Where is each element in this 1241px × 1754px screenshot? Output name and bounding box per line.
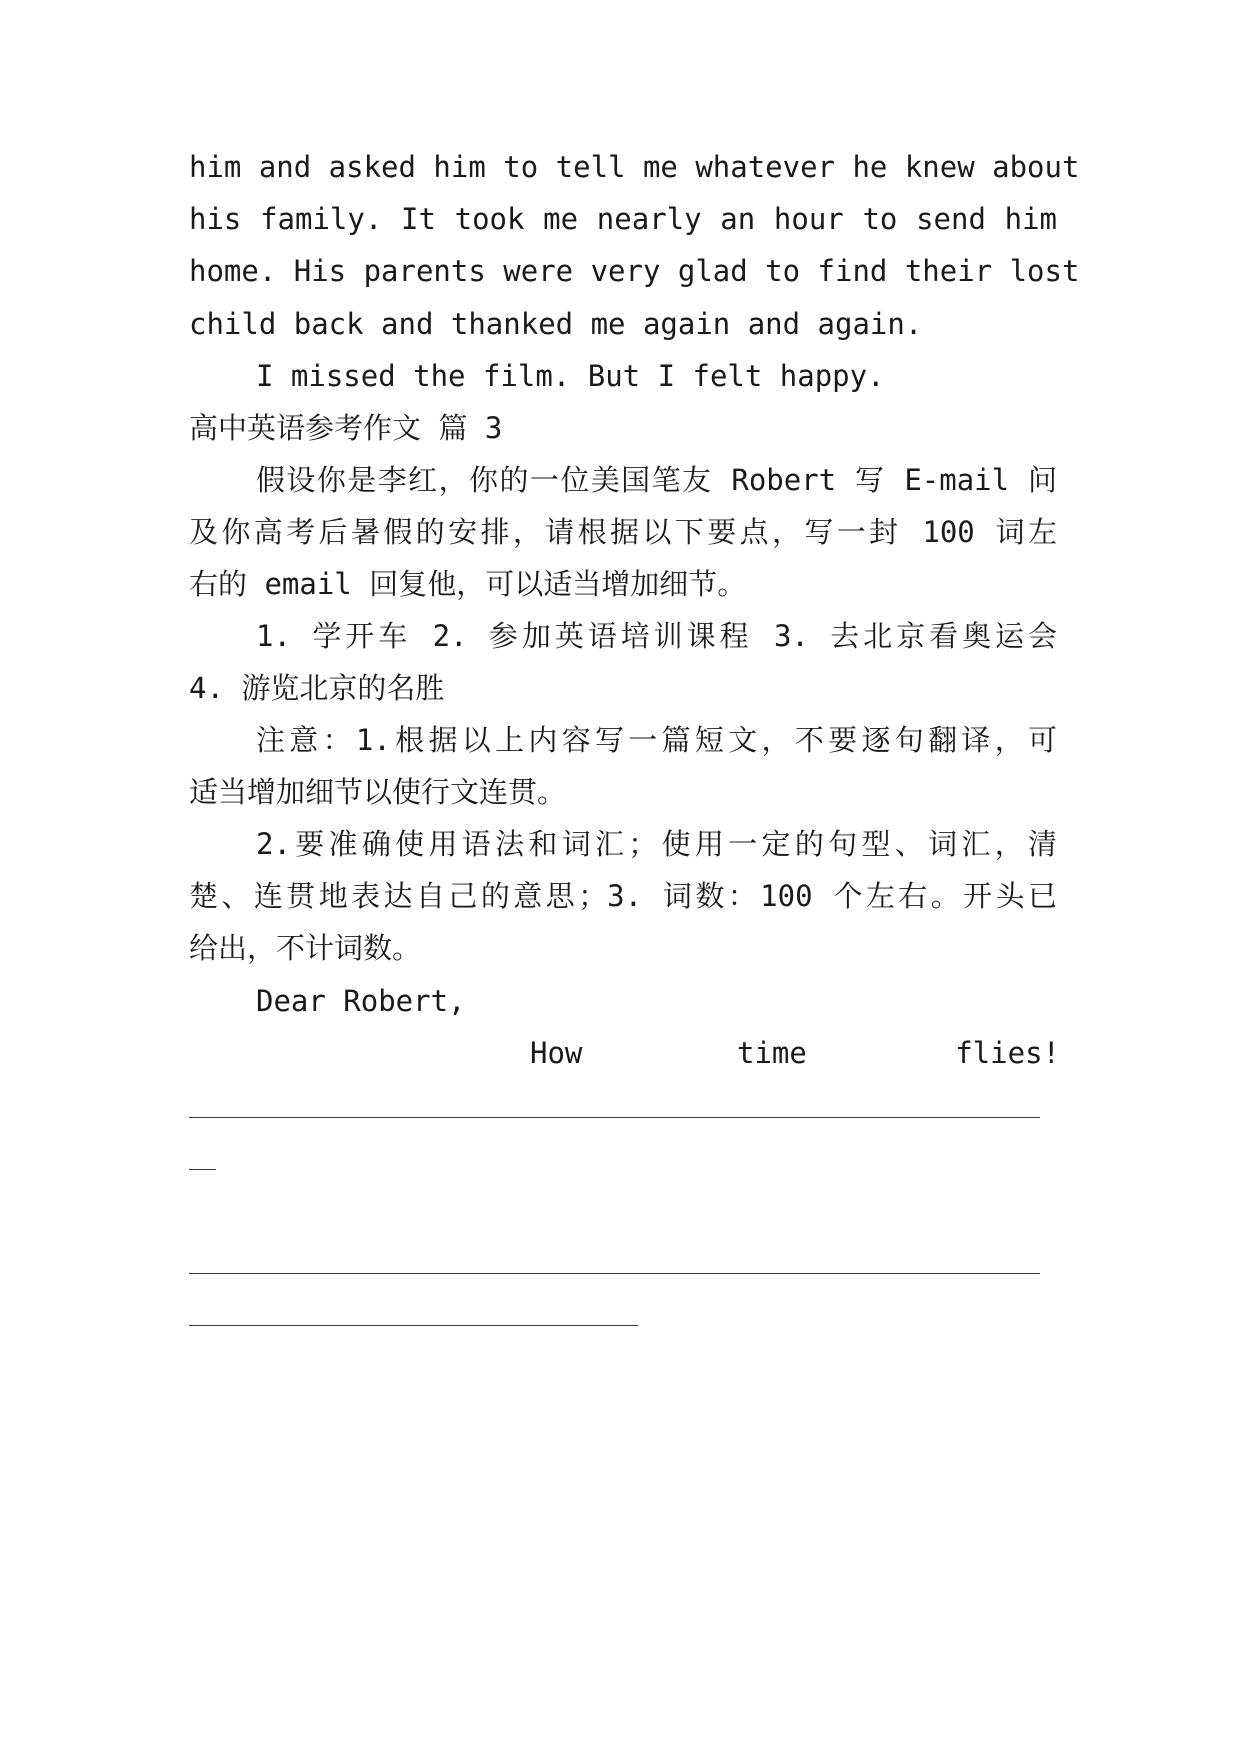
- notes-text-line: 楚、连贯地表达自己的意思；3. 词数：100 个左右。开头已: [189, 879, 1057, 913]
- opening-word: How: [530, 1036, 583, 1070]
- answer-blank-line: [189, 1273, 1040, 1274]
- answer-blank-line: [189, 1117, 1040, 1118]
- notes-text-line: 给出，不计词数。: [189, 931, 422, 965]
- body-text-line: child back and thanked me again and again.: [189, 307, 923, 341]
- section-heading: 高中英语参考作文 篇 3: [189, 411, 503, 445]
- prompt-text-line: 右的 email 回复他，可以适当增加细节。: [189, 567, 747, 601]
- opening-word: time: [737, 1036, 807, 1070]
- opening-word: flies!: [955, 1036, 1060, 1070]
- body-text-line: his family. It took me nearly an hour to send him: [189, 202, 1057, 236]
- notes-text-line: 适当增加细节以使行文连贯。: [189, 775, 567, 809]
- answer-blank-line: [189, 1169, 216, 1170]
- points-text-line: 4. 游览北京的名胜: [189, 671, 445, 705]
- letter-opening-line: [530, 1033, 1060, 1073]
- body-text-line: home. His parents were very glad to find their lost: [189, 254, 1080, 288]
- prompt-text-line: 及你高考后暑假的安排，请根据以下要点，写一封 100 词左: [189, 515, 1057, 549]
- points-text-line: 1. 学开车 2. 参加英语培训课程 3. 去北京看奥运会: [256, 619, 1057, 653]
- body-text-line: him and asked him to tell me whatever he knew about: [189, 150, 1080, 184]
- notes-text-line: 注意：1.根据以上内容写一篇短文，不要逐句翻译，可: [256, 723, 1057, 757]
- prompt-text-line: 假设你是李红，你的一位美国笔友 Robert 写 E-mail 问: [256, 463, 1057, 497]
- answer-blank-line: [189, 1325, 638, 1326]
- body-text-line: I missed the film. But I felt happy.: [256, 359, 885, 393]
- notes-text-line: 2.要准确使用语法和词汇；使用一定的句型、词汇，清: [256, 827, 1057, 861]
- letter-greeting: Dear Robert,: [256, 984, 466, 1018]
